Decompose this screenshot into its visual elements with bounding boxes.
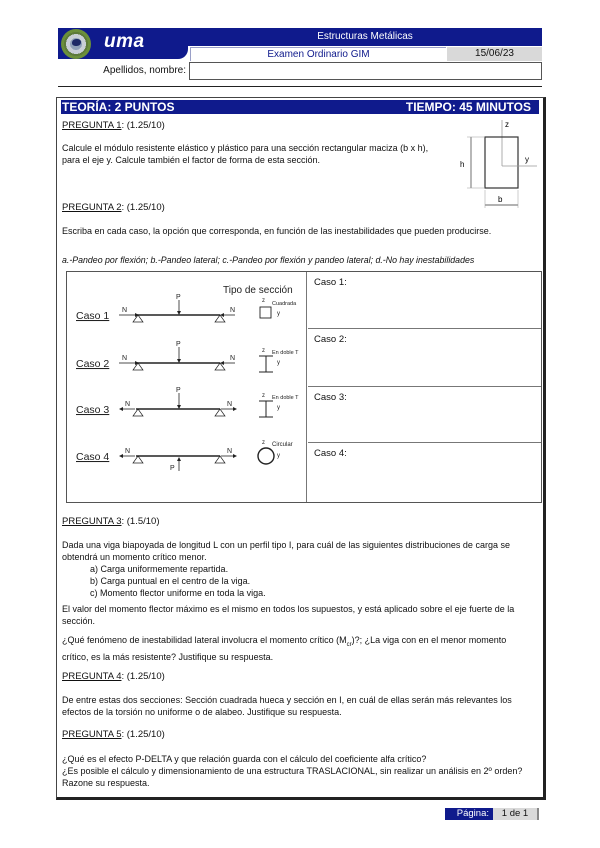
axis-y-label: y <box>525 155 529 164</box>
svg-text:N: N <box>227 401 233 408</box>
svg-text:N: N <box>122 307 128 314</box>
svg-text:N: N <box>122 355 128 362</box>
svg-text:P: P <box>176 294 181 301</box>
axis-z-label: z <box>505 120 509 129</box>
svg-text:N: N <box>230 307 236 314</box>
page-number: 1 de 1 <box>493 808 539 820</box>
question-4-text: De entre estas dos secciones: Sección cuadrada hueca y sección en I, en cuál de ellas serán más relevantes los efectos de la torsión no uniforme o de alabeo. Justifique su respuesta. <box>62 695 512 718</box>
question-3-option-c: c) Momento flector uniforme en toda la viga. <box>90 588 266 598</box>
square-section-icon <box>260 307 271 318</box>
dim-b-label: b <box>498 195 503 204</box>
seal-emblem-icon <box>72 39 81 46</box>
question-3-heading: PREGUNTA 3: (1.5/10) <box>62 516 160 527</box>
exam-title: Examen Ordinario GIM <box>190 47 446 61</box>
question-3-ask: ¿Qué fenómeno de inestabilidad lateral involucra el momento crítico $(M_{cr})$?; ¿La viga con en el menor momento crítico, es la más resistente? Justifique su respuesta. <box>62 635 507 662</box>
page-label: Página: <box>445 808 493 820</box>
name-field[interactable] <box>189 62 542 80</box>
cases-table <box>66 271 542 503</box>
section-title-bar <box>61 100 539 114</box>
beam-diagrams <box>67 272 307 502</box>
question-2-heading: PREGUNTA 2: (1.25/10) <box>62 202 165 213</box>
name-label: Apellidos, nombre: <box>103 65 186 76</box>
svg-text:y: y <box>277 453 280 459</box>
svg-text:y: y <box>277 311 280 317</box>
svg-text:N: N <box>125 448 131 455</box>
answer-case-3[interactable]: Caso 3: <box>308 387 541 443</box>
answer-case-1[interactable]: Caso 1: <box>308 272 541 329</box>
question-5-text-2: ¿Es posible el cálculo y dimensionamiento de una estructura TRASLACIONAL, sin realizar un análisis en 2º orden? Razone su respuesta. <box>62 766 523 789</box>
svg-text:z: z <box>262 393 265 399</box>
svg-text:y: y <box>277 360 280 366</box>
question-5-text: ¿Qué es el efecto P-DELTA y que relación guarda con el cálculo del coeficiente alfa crítico? <box>62 754 427 764</box>
svg-text:z: z <box>262 440 265 446</box>
case-3-label: Caso 3 <box>76 404 110 416</box>
question-4-heading: PREGUNTA 4: (1.25/10) <box>62 671 165 682</box>
question-3-note: El valor del momento flector máximo es el mismo en todos los supuestos, y está aplicado sobre el eje fuerte de la sección. <box>62 604 515 627</box>
question-3-text: Dada una viga biapoyada de longitud L con un perfil tipo I, para cuál de las siguientes distribuciones de carga se obtendrá un momento crítico menor. <box>62 540 510 563</box>
svg-text:En doble T: En doble T <box>272 395 299 401</box>
answer-case-2[interactable]: Caso 2: <box>308 329 541 387</box>
question-2-text: Escriba en cada caso, la opción que corresponda, en función de las inestabilidades que pueden producirse. <box>62 226 492 236</box>
case-4-label: Caso 4 <box>76 451 110 463</box>
question-5-heading: PREGUNTA 5: (1.25/10) <box>62 729 165 740</box>
svg-text:y: y <box>277 405 280 411</box>
divider <box>58 86 542 87</box>
svg-text:En doble T: En doble T <box>272 350 299 356</box>
svg-text:Cuadrada: Cuadrada <box>272 301 297 307</box>
case-1-label: Caso 1 <box>76 310 110 322</box>
svg-text:N: N <box>125 401 131 408</box>
exam-date: 15/06/23 <box>447 47 542 61</box>
answer-case-4[interactable]: Caso 4: <box>314 448 347 459</box>
section-points: TEORÍA: 2 PUNTOS <box>62 100 175 114</box>
question-1-text: Calcule el módulo resistente elástico y plástico para una sección rectangular maciza (b x h), para el eje y. Calcule también el factor de forma de esta sección. <box>62 143 429 166</box>
section-time: TIEMPO: 45 MINUTOS <box>405 100 531 114</box>
svg-text:P: P <box>176 341 181 348</box>
question-3-option-b: b) Carga puntual en el centro de la viga. <box>90 576 251 586</box>
section-type-title: Tipo de sección <box>223 285 293 296</box>
rectangular-section-figure <box>455 115 545 215</box>
case-2-label: Caso 2 <box>76 358 110 370</box>
svg-text:N: N <box>227 448 233 455</box>
logo-text: uma <box>104 31 145 52</box>
course-title: Estructuras Metálicas <box>317 31 413 42</box>
i-section-icon <box>259 356 273 372</box>
question-3-option-a: a) Carga uniformemente repartida. <box>90 564 229 574</box>
question-1-heading: PREGUNTA 1: (1.25/10) <box>62 120 165 131</box>
beam-cases-figure <box>67 272 307 502</box>
dim-h-label: h <box>460 160 465 169</box>
svg-text:N: N <box>230 355 236 362</box>
svg-text:P: P <box>170 465 175 472</box>
svg-text:z: z <box>262 348 265 354</box>
svg-text:Circular: Circular <box>272 442 293 448</box>
question-2-options: a.-Pandeo por flexión; b.-Pandeo lateral; c.-Pandeo por flexión y pandeo lateral; d.-No hay inestabilidades <box>62 255 475 265</box>
circular-section-icon <box>258 448 274 464</box>
svg-text:z: z <box>262 298 265 304</box>
svg-text:P: P <box>176 387 181 394</box>
i-section-icon <box>259 401 273 417</box>
